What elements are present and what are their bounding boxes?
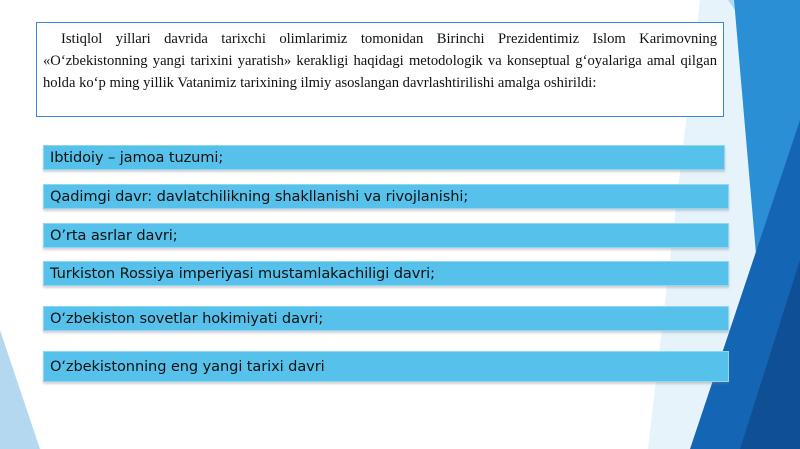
- intro-text-box: [36, 22, 724, 117]
- period-item-3: [43, 223, 729, 248]
- period-label: O‘zbekistonning eng yangi tarixi davri: [50, 358, 325, 375]
- period-item-1: [43, 145, 725, 170]
- decor-shape-left: [0, 330, 40, 449]
- period-label: Qadimgi davr: davlatchilikning shakllanishi va rivojlanishi;: [50, 188, 469, 205]
- period-item-2: [43, 184, 729, 209]
- intro-paragraph: Istiqlol yillari davrida tarixchi olimlarimiz tomonidan Birinchi Prezidentimiz Islom Karimovning «O‘zbekistonning yangi tarixini yaratish» kerakligi haqidagi metodologik va konseptual g‘oyalariga amal qilgan holda ko‘p ming yillik Vatanimiz tarixining ilmiy asoslangan davrlashtirilishi amalga oshirildi:: [43, 31, 717, 91]
- period-label: Ibtidoiy – jamoa tuzumi;: [50, 149, 224, 166]
- period-label: Turkiston Rossiya imperiyasi mustamlakachiligi davri;: [50, 265, 435, 282]
- period-label: O’rta asrlar davri;: [50, 227, 178, 244]
- period-item-5: [43, 306, 729, 331]
- period-item-4: [43, 261, 729, 286]
- period-item-6: [43, 351, 729, 382]
- period-label: O‘zbekiston sovetlar hokimiyati davri;: [50, 310, 324, 327]
